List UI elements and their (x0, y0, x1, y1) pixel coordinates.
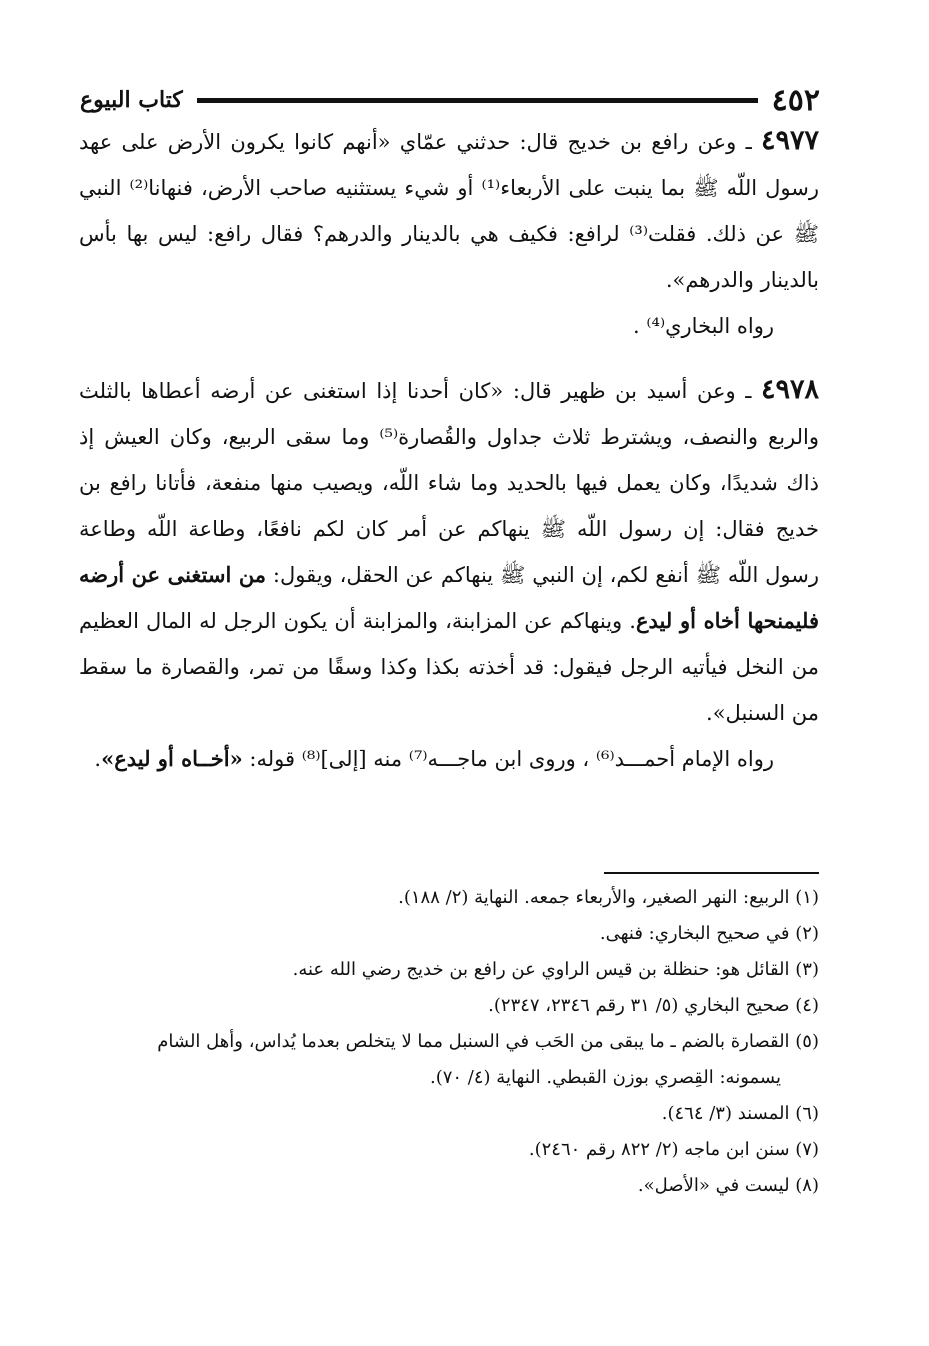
source-text: رواه الإمام أحمـــد⁽⁶⁾ ، وروى ابن ماجـــه⁽⁷⁾ منه [إلى]⁽⁸⁾ قوله: (242, 747, 774, 771)
hadith-source: رواه البخاري⁽⁴⁾ . (633, 314, 774, 338)
footnote-1: (١) الربيع: النهر الصغير، والأربعاء جمعه. النهاية (٢/ ١٨٨). (398, 887, 819, 908)
hadith-bold-text: من استغنى عن أرضه فليمنحها أخاه أو ليدع (79, 562, 819, 633)
hadith-source (79, 736, 819, 782)
footnote-5: (٥) القصارة بالضم ـ ما يبقى من الحَب في السنبل مما لا يتخلص بعدما يُداس، وأهل الشام (157, 1031, 819, 1052)
footnote-4: (٤) صحيح البخاري (٥/ ٣١ رقم ٢٣٤٦، ٢٣٤٧). (488, 995, 819, 1016)
footnote-3: (٣) القائل هو: حنظلة بن قيس الراوي عن رافع بن خديج رضي الله عنه. (292, 959, 819, 980)
spacer (79, 349, 819, 367)
hadith-entry-4977 (79, 118, 819, 303)
header-rule (197, 98, 758, 103)
footnote-5-continued: يسمونه: القِصري بوزن القبطي. النهاية (٤/ ٧٠). (429, 1067, 781, 1088)
footnote-6: (٦) المسند (٣/ ٤٦٤). (661, 1103, 819, 1124)
footnote-8: (٨) ليست في «الأصل». (637, 1175, 819, 1196)
hadith-number: ٤٩٧٨ (760, 374, 819, 405)
hadith-text: ـ وعن أسيد بن ظهير قال: «كان أحدنا إذا استغنى عن أرضه أعطاها بالثلث والربع والنصف، ويشترط ثلاث جداول والقُصارة⁽⁵⁾ وما سقى الربيع، وكان العيش إذ ذاك شديدًا، وكان يعمل فيها بالحديد وما شاء اللّه، ويصيب منها منفعة، فأتانا رافع بن خديج فقال: إن رسول اللّه ﷺ ينهاكم عن أمر كان لكم نافعًا، وطاعة اللّه وطاعة رسول اللّه ﷺ أنفع لكم، إن النبي ﷺ ينهاكم عن الحقل، ويقول: (79, 379, 819, 587)
book-title: كتاب البيوع (80, 87, 183, 113)
main-text (79, 118, 819, 782)
footnote-7: (٧) سنن ابن ماجه (٢/ ٨٢٢ رقم ٢٤٦٠). (528, 1139, 819, 1160)
hadith-text-cont: . وينهاكم عن المزابنة، والمزابنة أن يكون الرجل له المال العظيم من النخل فيأتيه الرجل فيقول: قد أخذته بكذا وكذا وسقًا من تمر، والقصارة ما سقط من السنبل». (79, 609, 819, 725)
footnotes (79, 880, 819, 1204)
footnote-separator (604, 872, 819, 874)
footnote-2: (٢) في صحيح البخاري: فنهى. (599, 923, 819, 944)
hadith-entry-4978 (79, 367, 819, 736)
source-text-end: . (94, 747, 102, 771)
hadith-number: ٤٩٧٧ (760, 125, 819, 156)
hadith-text: ـ وعن رافع بن خديج قال: حدثني عمّاي «أنهم كانوا يكرون الأرض على عهد رسول اللّه ﷺ بما ينبت على الأربعاء⁽¹⁾ أو شيء يستثنيه صاحب الأرض، فنهانا⁽²⁾ النبي ﷺ عن ذلك. فقلت⁽³⁾ لرافع: فكيف هي بالدينار والدرهم؟ فقال رافع: ليس بها بأس بالدينار والدرهم». (79, 130, 820, 292)
page-header (80, 80, 820, 120)
source-bold-text: «أخــاه أو ليدع» (101, 746, 243, 771)
page-number: ٤٥٢ (771, 82, 820, 118)
